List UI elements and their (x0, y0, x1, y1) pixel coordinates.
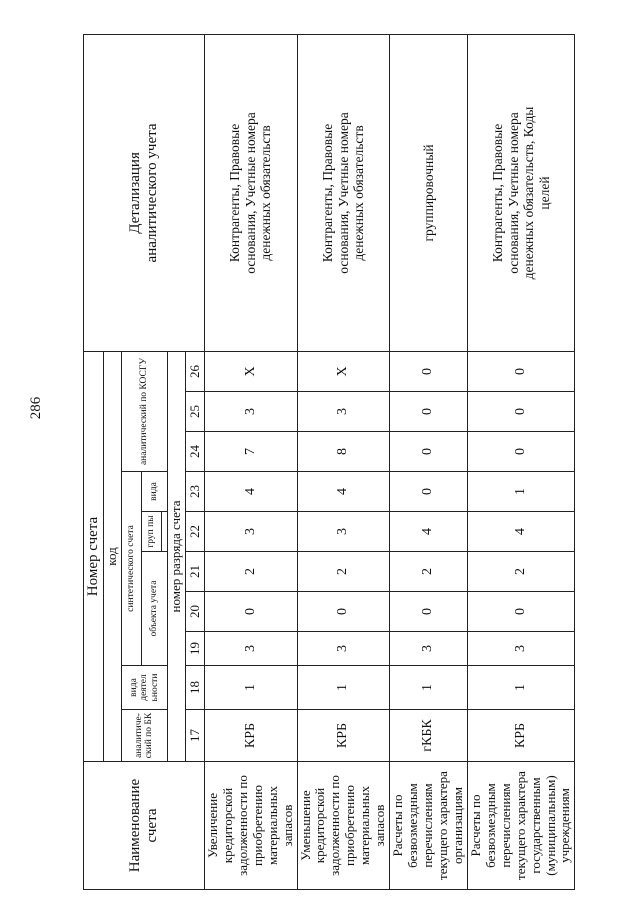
digit-cell: 19 (185, 632, 204, 666)
digit-cell: 24 (185, 432, 204, 472)
digit-cell: 22 (185, 512, 204, 552)
row-value: 3 (204, 512, 297, 552)
row-value: 0 (297, 592, 390, 632)
row-value: 3 (467, 632, 575, 666)
row-value: 1 (467, 666, 575, 710)
header-kind: вида (141, 472, 167, 512)
row-value: 2 (390, 552, 468, 592)
row-value: 2 (467, 552, 575, 592)
row-value: X (204, 351, 297, 391)
table-row (204, 34, 297, 889)
row-value: 0 (390, 392, 468, 432)
row-detail: группировочный (390, 34, 468, 351)
accounts-table (83, 34, 575, 890)
row-value: 0 (467, 351, 575, 391)
header-synthetic: синтетического счета (121, 472, 141, 666)
digit-cell: 26 (185, 351, 204, 391)
row-value: 0 (204, 592, 297, 632)
digit-cell: 25 (185, 392, 204, 432)
digit-cell: 23 (185, 472, 204, 512)
row-value: гКБК (390, 710, 468, 762)
table-row (467, 34, 575, 889)
row-name: Уменьшение кредиторской задолженности по приобретению материальных запасов (297, 762, 390, 890)
row-value: 4 (467, 512, 575, 552)
row-value: КРБ (204, 710, 297, 762)
row-detail: Контрагенты, Правовые основания, Учетные номера денежных обязательств (297, 34, 390, 351)
row-value: 0 (390, 351, 468, 391)
row-value: 1 (467, 472, 575, 512)
header-account-number: Номер счета (84, 351, 104, 761)
table-row (297, 34, 390, 889)
row-value: 3 (297, 512, 390, 552)
header-digit-number: номер разряда счета (167, 351, 185, 761)
row-value: 2 (297, 552, 390, 592)
header-code: код (104, 351, 122, 761)
row-value: 0 (467, 392, 575, 432)
header-analytic-kosgu: аналитический по КОСГУ (121, 351, 167, 471)
row-value: КРБ (467, 710, 575, 762)
row-value: 0 (390, 472, 468, 512)
row-value: 0 (467, 432, 575, 472)
row-value: 3 (297, 632, 390, 666)
row-value: 8 (297, 432, 390, 472)
row-value: 1 (204, 666, 297, 710)
digit-cell: 20 (185, 592, 204, 632)
row-value: 2 (204, 552, 297, 592)
row-value: 4 (390, 512, 468, 552)
row-value: КРБ (297, 710, 390, 762)
row-value: 4 (297, 472, 390, 512)
digit-cell: 17 (185, 710, 204, 762)
row-value: 3 (204, 632, 297, 666)
row-value: 0 (467, 592, 575, 632)
rotated-table-container (83, 35, 573, 890)
digit-cell: 18 (185, 666, 204, 710)
table-row (390, 34, 468, 889)
row-name: Увеличение кредиторской задолженности по приобретению материальных запасов (204, 762, 297, 890)
row-value: X (297, 351, 390, 391)
row-value: 1 (297, 666, 390, 710)
header-group: груп пы (141, 512, 161, 552)
row-name: Расчеты по безвозмездным перечислениям текущего характера государственным (муниципальным) учреждениям (467, 762, 575, 890)
row-value: 0 (390, 432, 468, 472)
header-activity-type: вида деятел ьности (121, 666, 167, 710)
row-value: 4 (204, 472, 297, 512)
header-account-object: объекта учета (141, 552, 167, 666)
row-name: Расчеты по безвозмездным перечислениям текущего характера организациям (390, 762, 468, 890)
page-number: 286 (28, 396, 44, 420)
row-value: 3 (390, 632, 468, 666)
row-value: 0 (390, 592, 468, 632)
header-account-name: Наименование счета (84, 762, 205, 890)
row-value: 1 (390, 666, 468, 710)
row-value: 7 (204, 432, 297, 472)
row-value: 3 (297, 392, 390, 432)
row-value: 3 (204, 392, 297, 432)
header-detail: Детализация аналитического учета (84, 34, 205, 351)
digit-cell: 21 (185, 552, 204, 592)
row-detail: Контрагенты, Правовые основания, Учетные номера денежных обязательств (204, 34, 297, 351)
row-detail: Контрагенты, Правовые основания, Учетные номера денежных обязательств, Коды целей (467, 34, 575, 351)
header-analytic-bk: аналитический по БК (121, 710, 167, 762)
